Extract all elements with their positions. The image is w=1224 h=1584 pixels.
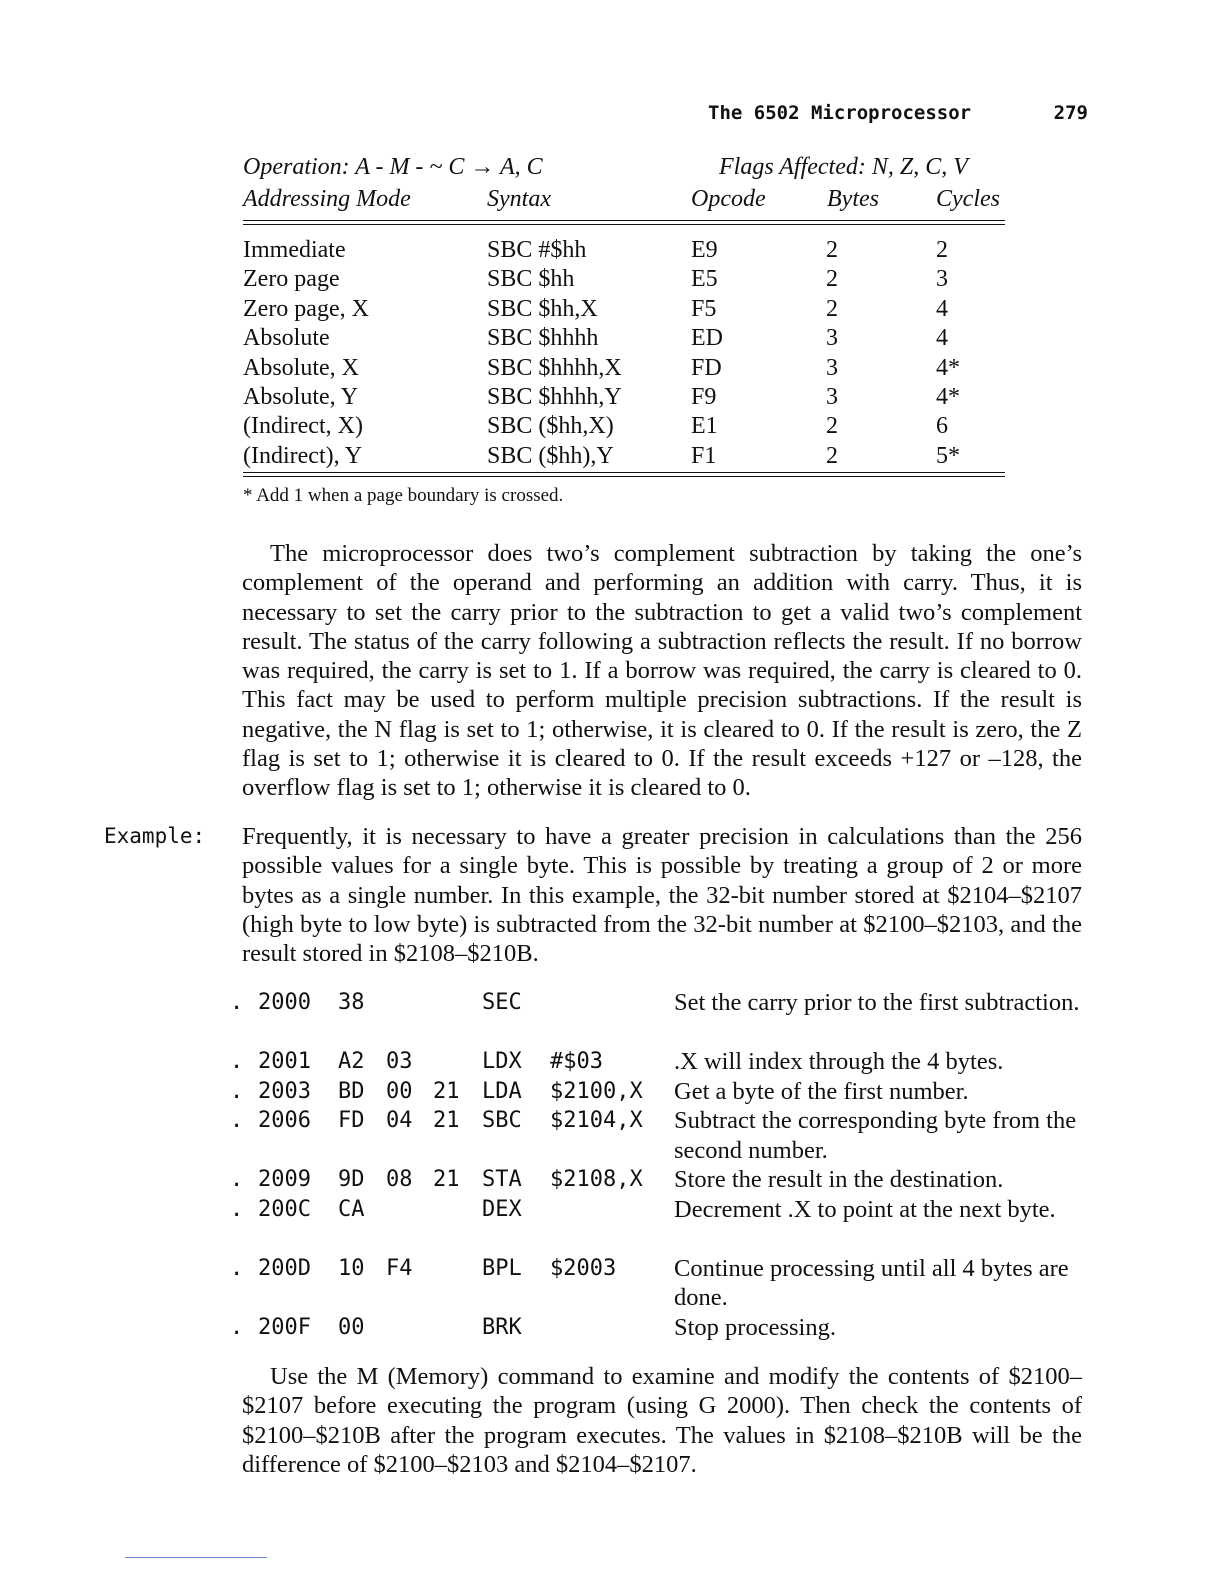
cell-cycles: 4*	[936, 354, 960, 381]
table-row	[243, 355, 1005, 384]
cell-mode: Absolute, X	[243, 354, 359, 381]
cell-bytes: 2	[826, 237, 838, 263]
line-operand: #$03	[550, 1049, 603, 1074]
code-line	[230, 1077, 1100, 1107]
table-body	[243, 237, 1005, 472]
page-number: 279	[1053, 102, 1088, 124]
cell-cycles: 3	[936, 266, 948, 293]
line-dot: .	[230, 1049, 244, 1074]
code-line	[230, 1106, 1100, 1165]
operation-label: Operation: A - M - ~ C → A, C	[243, 154, 543, 180]
cell-syntax: SBC ($hh),Y	[487, 442, 614, 469]
line-byte: 9D	[338, 1167, 365, 1192]
cell-bytes: 2	[826, 295, 838, 322]
line-byte: CA	[338, 1196, 365, 1222]
line-byte: 10	[338, 1255, 365, 1281]
line-byte: 00	[386, 1078, 413, 1104]
code-line	[230, 1195, 1100, 1254]
table-header-row	[243, 186, 1005, 220]
table-row	[243, 384, 1005, 413]
line-dot: .	[230, 1314, 244, 1340]
line-address: 2001	[258, 1049, 311, 1074]
cell-bytes: 2	[826, 442, 838, 469]
cell-opcode: F1	[691, 442, 717, 469]
cell-cycles: 4	[936, 325, 948, 352]
flags-affected-label: Flags Affected: N, Z, C, V	[719, 154, 968, 180]
table-footnote: * Add 1 when a page boundary is crossed.	[243, 485, 564, 507]
cell-opcode: F9	[691, 383, 717, 410]
paragraph-subtraction-explanation: The microprocessor does two’s complement subtraction by taking the one’s complement of the operand and performing an addition with carry. Thus, it is necessary to set the carry prior to the subtraction to get a valid two’s complement result. The status of the carry following a subtraction reflects the result. If no borrow was required, the carry is set to 1. If a borrow was required, the carry is cleared to 0. This fact may be used to perform multiple precision subtractions. If the result is negative, the N flag is set to 1; otherwise, it is cleared to 0. If the result is zero, the Z flag is set to 1; otherwise it is cleared to 0. If the result exceeds +127 or –128, the overflow flag is set to 1; otherwise it is cleared to 0.	[242, 540, 1082, 802]
cell-syntax: SBC $hhhh	[487, 325, 599, 352]
line-byte: 00	[338, 1314, 365, 1340]
table-row	[243, 266, 1005, 295]
line-comment: Set the carry prior to the first subtraction.	[674, 989, 1080, 1016]
running-head-title: The 6502 Microprocessor	[708, 102, 972, 124]
line-address: 2000	[258, 990, 311, 1015]
code-line	[230, 988, 1100, 1047]
line-byte: 03	[386, 1049, 413, 1074]
line-comment: Subtract the corresponding byte from the second number.	[674, 1107, 1077, 1164]
line-address: 200C	[258, 1196, 311, 1222]
code-line	[230, 1254, 1100, 1313]
cell-syntax: SBC ($hh,X)	[487, 413, 614, 440]
line-mnemonic: STA	[482, 1167, 522, 1192]
table-row	[243, 237, 1005, 266]
line-byte: A2	[338, 1049, 365, 1074]
cell-bytes: 2	[826, 413, 838, 440]
cell-bytes: 3	[826, 325, 838, 352]
cell-opcode: F5	[691, 295, 717, 322]
code-listing	[230, 988, 1100, 1342]
line-byte: 21	[433, 1108, 460, 1133]
line-address: 200F	[258, 1314, 311, 1340]
instruction-table	[243, 154, 1005, 507]
line-comment: Get a byte of the first number.	[674, 1077, 969, 1105]
line-operand: $2100,X	[550, 1078, 643, 1104]
line-dot: .	[230, 1255, 244, 1281]
cell-cycles: 6	[936, 413, 948, 440]
code-line	[230, 1047, 1100, 1077]
footer-rule	[125, 1557, 267, 1558]
cell-opcode: E5	[691, 266, 718, 293]
paragraph-memory-command: Use the M (Memory) command to examine and modify the contents of $2100–$2107 before executing the program (using G 2000). Then check the contents of $2100–$210B after the program executes. The values in $2108–$210B will be the difference of $2100–$2103 and $2104–$2107.	[242, 1363, 1082, 1478]
cell-mode: Immediate	[243, 237, 346, 263]
cell-mode: Absolute	[243, 325, 330, 352]
cell-syntax: SBC $hhhh,Y	[487, 383, 622, 410]
cell-opcode: E9	[691, 237, 718, 263]
paragraph-example: Frequently, it is necessary to have a greater precision in calculations than the 256 possible values for a single byte. This is possible by treating a group of 2 or more bytes as a single number. In this example, the 32-bit number stored at $2104–$2107 (high byte to low byte) is subtracted from the 32-bit number at $2100–$2103, and the result stored in $2108–$210B.	[242, 823, 1082, 968]
line-mnemonic: BPL	[482, 1255, 522, 1281]
cell-opcode: ED	[691, 325, 723, 352]
line-mnemonic: BRK	[482, 1314, 522, 1340]
line-operand: $2104,X	[550, 1108, 643, 1133]
line-mnemonic: LDA	[482, 1078, 522, 1104]
line-comment: Store the result in the destination.	[674, 1166, 1004, 1193]
line-comment: .X will index through the 4 bytes.	[674, 1048, 1004, 1075]
table-header-rule	[243, 220, 1005, 225]
line-dot: .	[230, 1078, 244, 1104]
line-operand: $2003	[550, 1255, 617, 1281]
line-dot: .	[230, 1196, 244, 1222]
example-label: Example:	[104, 824, 206, 848]
line-dot: .	[230, 1167, 244, 1192]
cell-mode: Zero page	[243, 266, 340, 293]
line-dot: .	[230, 990, 244, 1015]
line-byte: FD	[338, 1108, 365, 1133]
cell-bytes: 3	[826, 383, 838, 410]
line-byte: 21	[433, 1078, 460, 1104]
cell-opcode: E1	[691, 413, 718, 440]
line-byte: BD	[338, 1078, 365, 1104]
header-bytes: Bytes	[827, 186, 879, 212]
cell-syntax: SBC $hh	[487, 266, 575, 293]
cell-cycles: 4*	[936, 383, 960, 410]
cell-syntax: SBC #$hh	[487, 237, 587, 263]
cell-cycles: 4	[936, 295, 948, 322]
line-byte: 21	[433, 1167, 460, 1192]
header-opcode: Opcode	[691, 186, 766, 212]
line-dot: .	[230, 1108, 244, 1133]
cell-syntax: SBC $hhhh,X	[487, 354, 622, 381]
cell-bytes: 3	[826, 354, 838, 381]
line-address: 2006	[258, 1108, 311, 1133]
table-bottom-rule	[243, 472, 1005, 477]
line-address: 200D	[258, 1255, 311, 1281]
line-operand: $2108,X	[550, 1167, 643, 1192]
cell-syntax: SBC $hh,X	[487, 295, 598, 322]
line-comment: Decrement .X to point at the next byte.	[674, 1195, 1056, 1223]
table-row	[243, 296, 1005, 325]
line-byte: 38	[338, 990, 365, 1015]
cell-opcode: FD	[691, 354, 722, 381]
cell-cycles: 2	[936, 237, 948, 263]
header-addressing-mode: Addressing Mode	[243, 186, 411, 212]
table-operation-row	[243, 154, 1005, 186]
cell-mode: (Indirect), Y	[243, 442, 363, 469]
line-mnemonic: SEC	[482, 990, 522, 1015]
table-row	[243, 443, 1005, 472]
line-comment: Stop processing.	[674, 1313, 836, 1341]
line-mnemonic: SBC	[482, 1108, 522, 1133]
cell-mode: Zero page, X	[243, 295, 369, 322]
line-address: 2009	[258, 1167, 311, 1192]
table-row	[243, 413, 1005, 442]
cell-bytes: 2	[826, 266, 838, 293]
running-head	[708, 102, 1088, 132]
line-address: 2003	[258, 1078, 311, 1104]
line-byte: 08	[386, 1167, 413, 1192]
header-syntax: Syntax	[487, 186, 551, 212]
line-comment: Continue processing until all 4 bytes are done.	[674, 1254, 1069, 1311]
line-byte: F4	[386, 1255, 413, 1281]
code-line	[230, 1313, 1100, 1343]
cell-cycles: 5*	[936, 442, 960, 469]
cell-mode: (Indirect, X)	[243, 413, 363, 440]
cell-mode: Absolute, Y	[243, 383, 359, 410]
line-mnemonic: LDX	[482, 1049, 522, 1074]
line-byte: 04	[386, 1108, 413, 1133]
header-cycles: Cycles	[936, 186, 1000, 212]
table-row	[243, 325, 1005, 354]
line-mnemonic: DEX	[482, 1196, 522, 1222]
code-line	[230, 1165, 1100, 1195]
